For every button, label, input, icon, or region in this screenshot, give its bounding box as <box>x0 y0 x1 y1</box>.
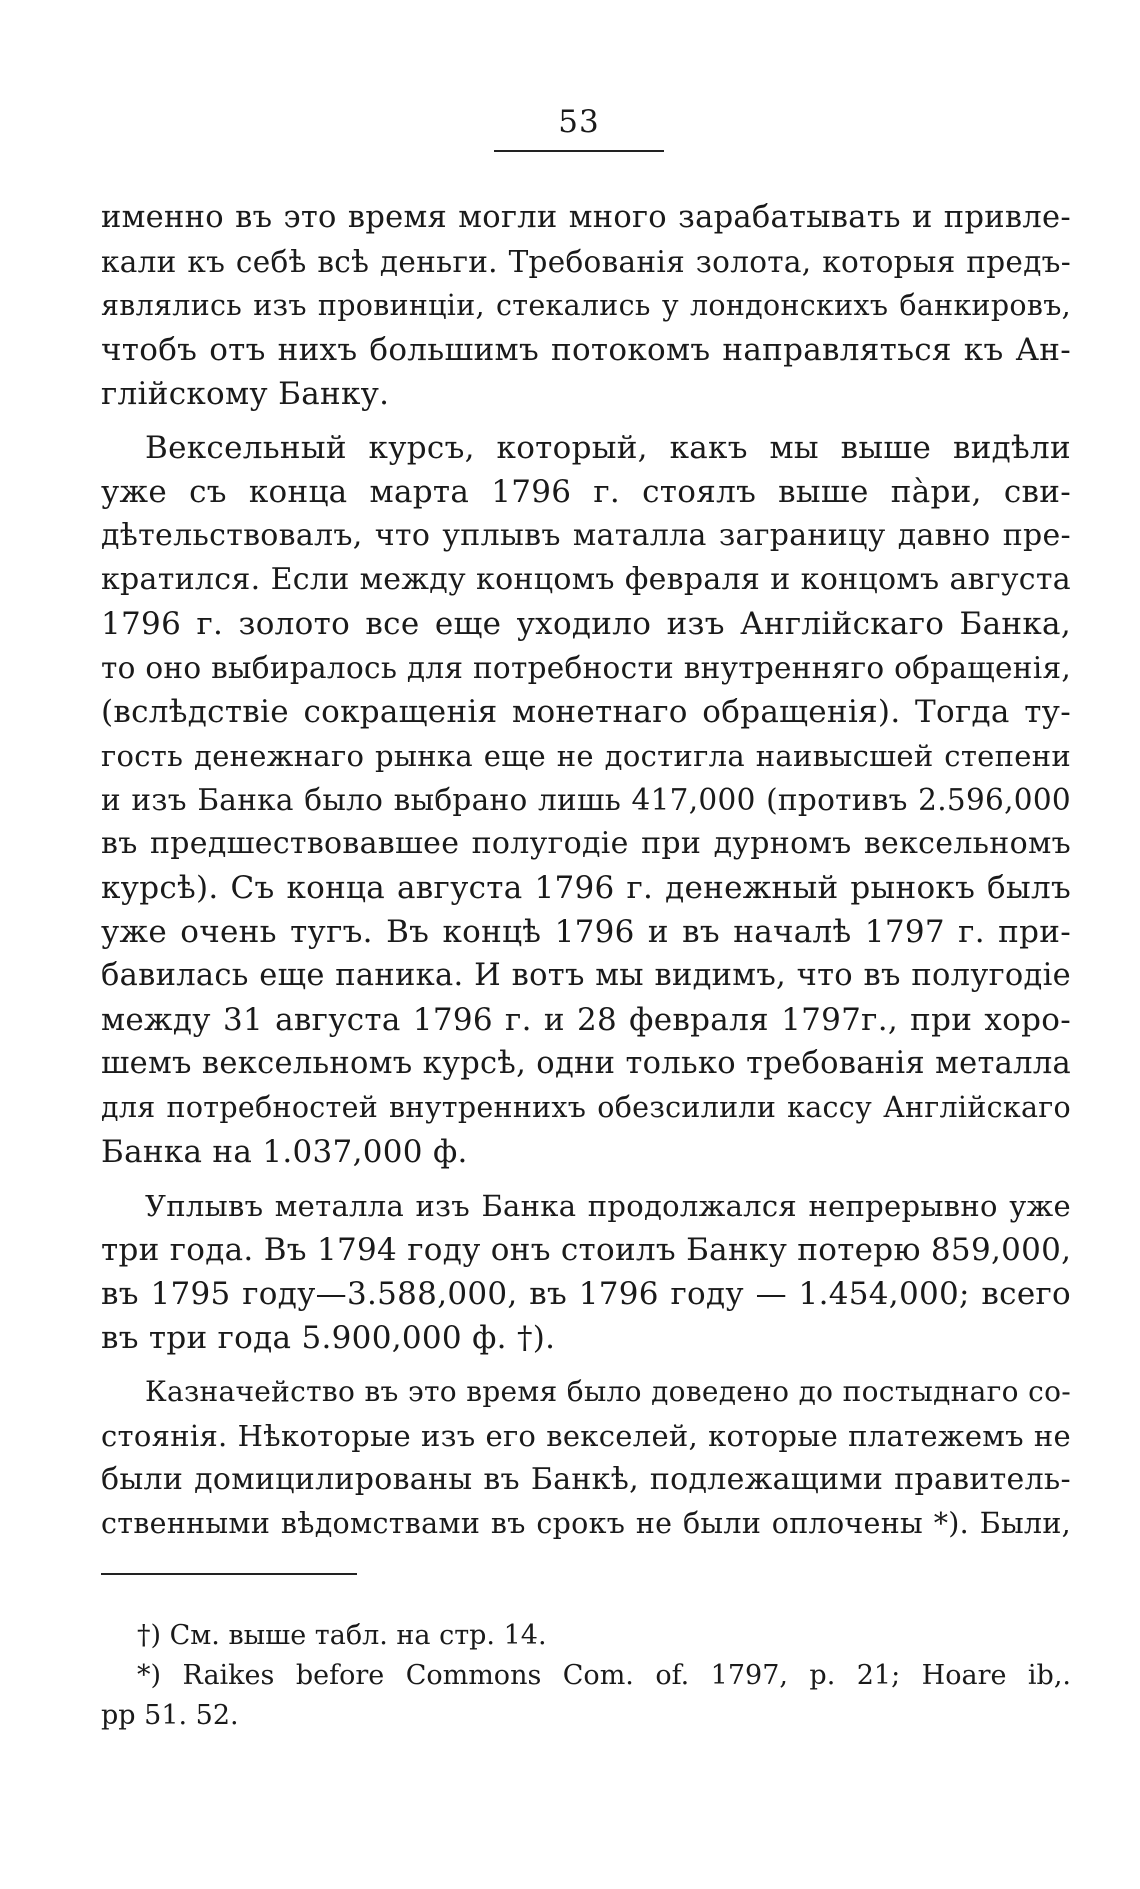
text-line: между 31 августа 1796 г. и 28 февраля 1797г., при хоро- <box>101 1002 1071 1038</box>
paragraph-1 <box>101 196 1071 416</box>
text-line: курсѣ). Съ конца августа 1796 г. денежный рынокъ былъ <box>101 870 1071 906</box>
text-line: являлись изъ провинціи, стекались у лондонскихъ банкировъ, <box>101 289 1071 322</box>
text-line: были домицилированы въ Банкѣ, подлежащими правитель- <box>101 1462 1071 1497</box>
text-line: то оно выбиралось для потребности внутренняго обращенія, <box>101 651 1072 685</box>
footnote-separator <box>101 1573 357 1575</box>
footnote-star: *) Raikes before Commons Com. of. 1797, p. 21; Hoare ib,. <box>137 1660 1071 1691</box>
text-line: Банка на 1.037,000 ф. <box>101 1134 468 1170</box>
text-line: уже съ конца марта 1796 г. стоялъ выше пàри, сви- <box>101 474 1071 510</box>
text-line: Уплывъ металла изъ Банка продолжался непрерывно уже <box>145 1189 1071 1223</box>
text-line: три года. Въ 1794 году онъ стоилъ Банку потерю 859,000, <box>101 1232 1072 1268</box>
text-line: кали къ себѣ всѣ деньги. Требованія золота, которыя предъ- <box>101 245 1071 279</box>
page-number: 53 <box>558 104 600 140</box>
text-line: въ предшествовавшее полугодіе при дурномъ вексельномъ <box>101 826 1071 861</box>
text-line: стоянія. Нѣкоторые изъ его векселей, которые платежемъ не <box>101 1419 1071 1453</box>
text-line: 1796 г. золото все еще уходило изъ Англійскаго Банка, <box>101 606 1071 642</box>
footnotes <box>101 1616 1071 1736</box>
paragraph-2 <box>101 426 1071 1174</box>
text-line: Вексельный курсъ, который, какъ мы выше видѣли <box>145 430 1071 466</box>
text-line: Казначейство въ это время было доведено до постыднаго со- <box>145 1375 1071 1408</box>
text-line: шемъ вексельномъ курсѣ, одни только требованія металла <box>101 1046 1071 1081</box>
text-line: именно въ это время могли много зарабатывать и привле- <box>101 200 1071 235</box>
text-line: дѣтельствовалъ, что уплывъ маталла заграницу давно пре- <box>101 518 1071 553</box>
text-line: уже очень тугъ. Въ концѣ 1796 и въ началѣ 1797 г. при- <box>101 914 1071 950</box>
text-line: чтобъ отъ нихъ большимъ потокомъ направляться къ Ан- <box>101 332 1071 368</box>
footnote-star-continuation: pp 51. 52. <box>101 1700 239 1731</box>
text-line: и изъ Банка было выбрано лишь 417,000 (противъ 2.596,000 <box>101 783 1071 817</box>
text-line: ственными вѣдомствами въ срокъ не были оплочены *). Были, <box>101 1507 1071 1540</box>
paragraph-4 <box>101 1370 1071 1546</box>
text-line: глійскому Банку. <box>101 376 390 412</box>
body-text <box>101 196 1071 1556</box>
text-line: (вслѣдствіе сокращенія монетнаго обращенія). Тогда ту- <box>101 694 1071 730</box>
text-line: бавилась еще паника. И вотъ мы видимъ, что въ полугодіе <box>101 958 1071 993</box>
text-line: въ три года 5.900,000 ф. †). <box>101 1320 556 1356</box>
paragraph-3 <box>101 1184 1071 1360</box>
page-number-underline <box>494 150 664 152</box>
text-line: гость денежнаго рынка еще не достигла наивысшей степени <box>101 739 1071 773</box>
text-line: въ 1795 году—3.588,000, въ 1796 году — 1.454,000; всего <box>101 1276 1071 1312</box>
footnote-dagger: †) См. выше табл. на стр. 14. <box>137 1620 547 1651</box>
text-line: для потребностей внутреннихъ обезсилили кассу Англійскаго <box>101 1091 1071 1124</box>
text-line: кратился. Если между концомъ февраля и концомъ августа <box>101 562 1071 597</box>
